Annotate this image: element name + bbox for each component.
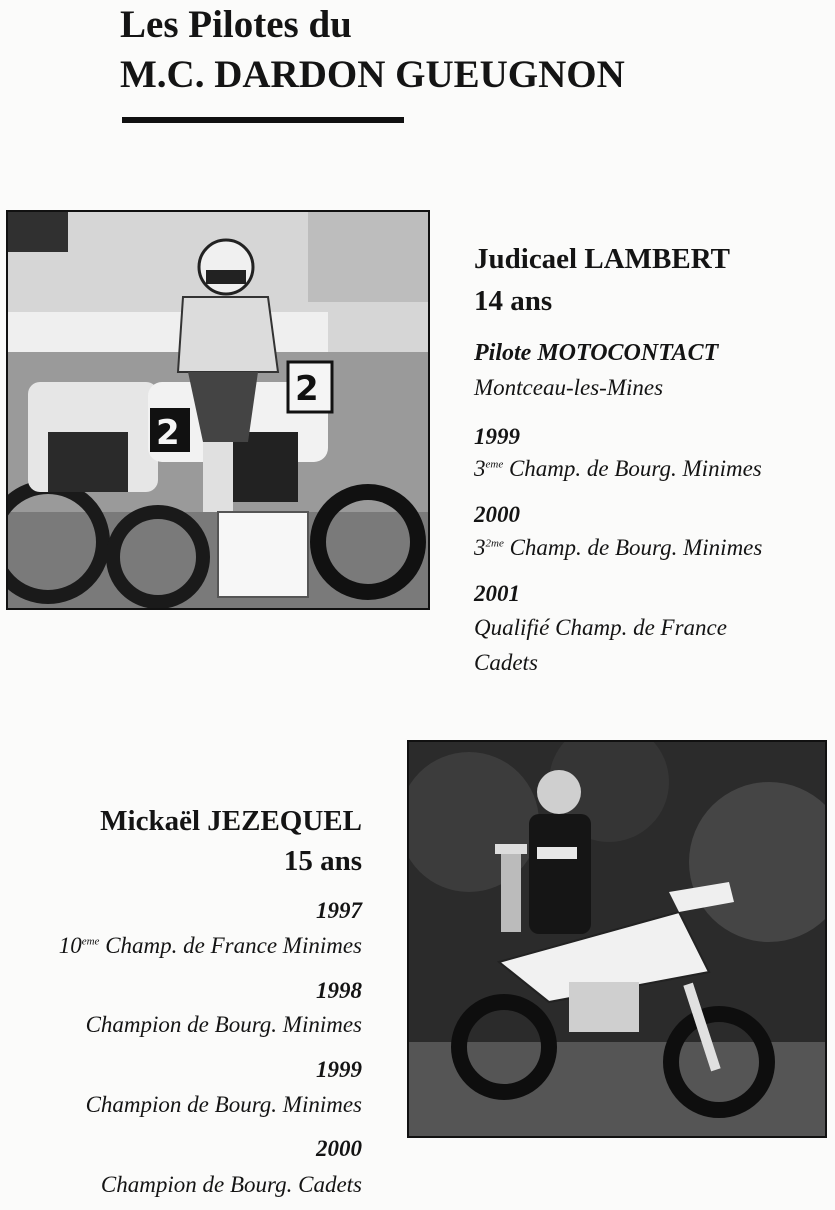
rank: 3 (474, 535, 486, 560)
result-label: Champ. de Bourg. Minimes (503, 456, 762, 481)
rank: 3 (474, 456, 486, 481)
rider2-result-year: 1997 (316, 898, 362, 923)
svg-text:2: 2 (156, 413, 180, 453)
rider1-name: Judicael LAMBERT (474, 243, 730, 275)
svg-text:2: 2 (295, 369, 319, 409)
rider1-photo-illustration (8, 212, 428, 608)
rider2-result-text: Champion de Bourg. Minimes (85, 1012, 362, 1037)
page-title (120, 0, 625, 100)
rider1-age: 14 ans (474, 285, 553, 317)
rider1-result-year: 2001 (474, 581, 520, 606)
rank-suffix: eme (485, 458, 504, 471)
rider2-result-text: Champion de Bourg. Minimes (85, 1092, 362, 1117)
rider2-result-year: 2000 (316, 1136, 362, 1161)
rider2-result-year: 1999 (316, 1057, 362, 1082)
rider1-result-text-line2: Cadets (474, 650, 538, 675)
rider2-result-year: 1998 (316, 978, 362, 1003)
rider2-photo (407, 740, 827, 1138)
rider1-city: Montceau-les-Mines (474, 375, 664, 400)
rider2-result-text: Champion de Bourg. Cadets (100, 1172, 362, 1197)
title-line-2: M.C. DARDON GUEUGNON (120, 53, 625, 96)
rider2-result-text (0, 933, 362, 959)
rider1-result-year: 1999 (474, 424, 520, 449)
title-underline (122, 117, 404, 123)
title-line-1: Les Pilotes du (120, 3, 352, 46)
rider1-team: Pilote MOTOCONTACT (474, 340, 719, 366)
rank-suffix: 2me (485, 537, 504, 550)
rank: 10 (58, 933, 82, 958)
rider2-age: 15 ans (283, 845, 362, 877)
result-label: Champ. de France Minimes (99, 933, 362, 958)
rider2-name: Mickaël JEZEQUEL (100, 805, 362, 837)
rider1-result-text: Qualifié Champ. de France (474, 615, 727, 640)
rider1-photo (6, 210, 430, 610)
rider1-result-year: 2000 (474, 502, 520, 527)
rider1-result-text (474, 456, 762, 482)
rank-suffix: eme (81, 935, 100, 948)
result-label: Champ. de Bourg. Minimes (503, 535, 763, 560)
rider2-photo-illustration (409, 742, 825, 1136)
rider1-result-text (474, 535, 762, 561)
